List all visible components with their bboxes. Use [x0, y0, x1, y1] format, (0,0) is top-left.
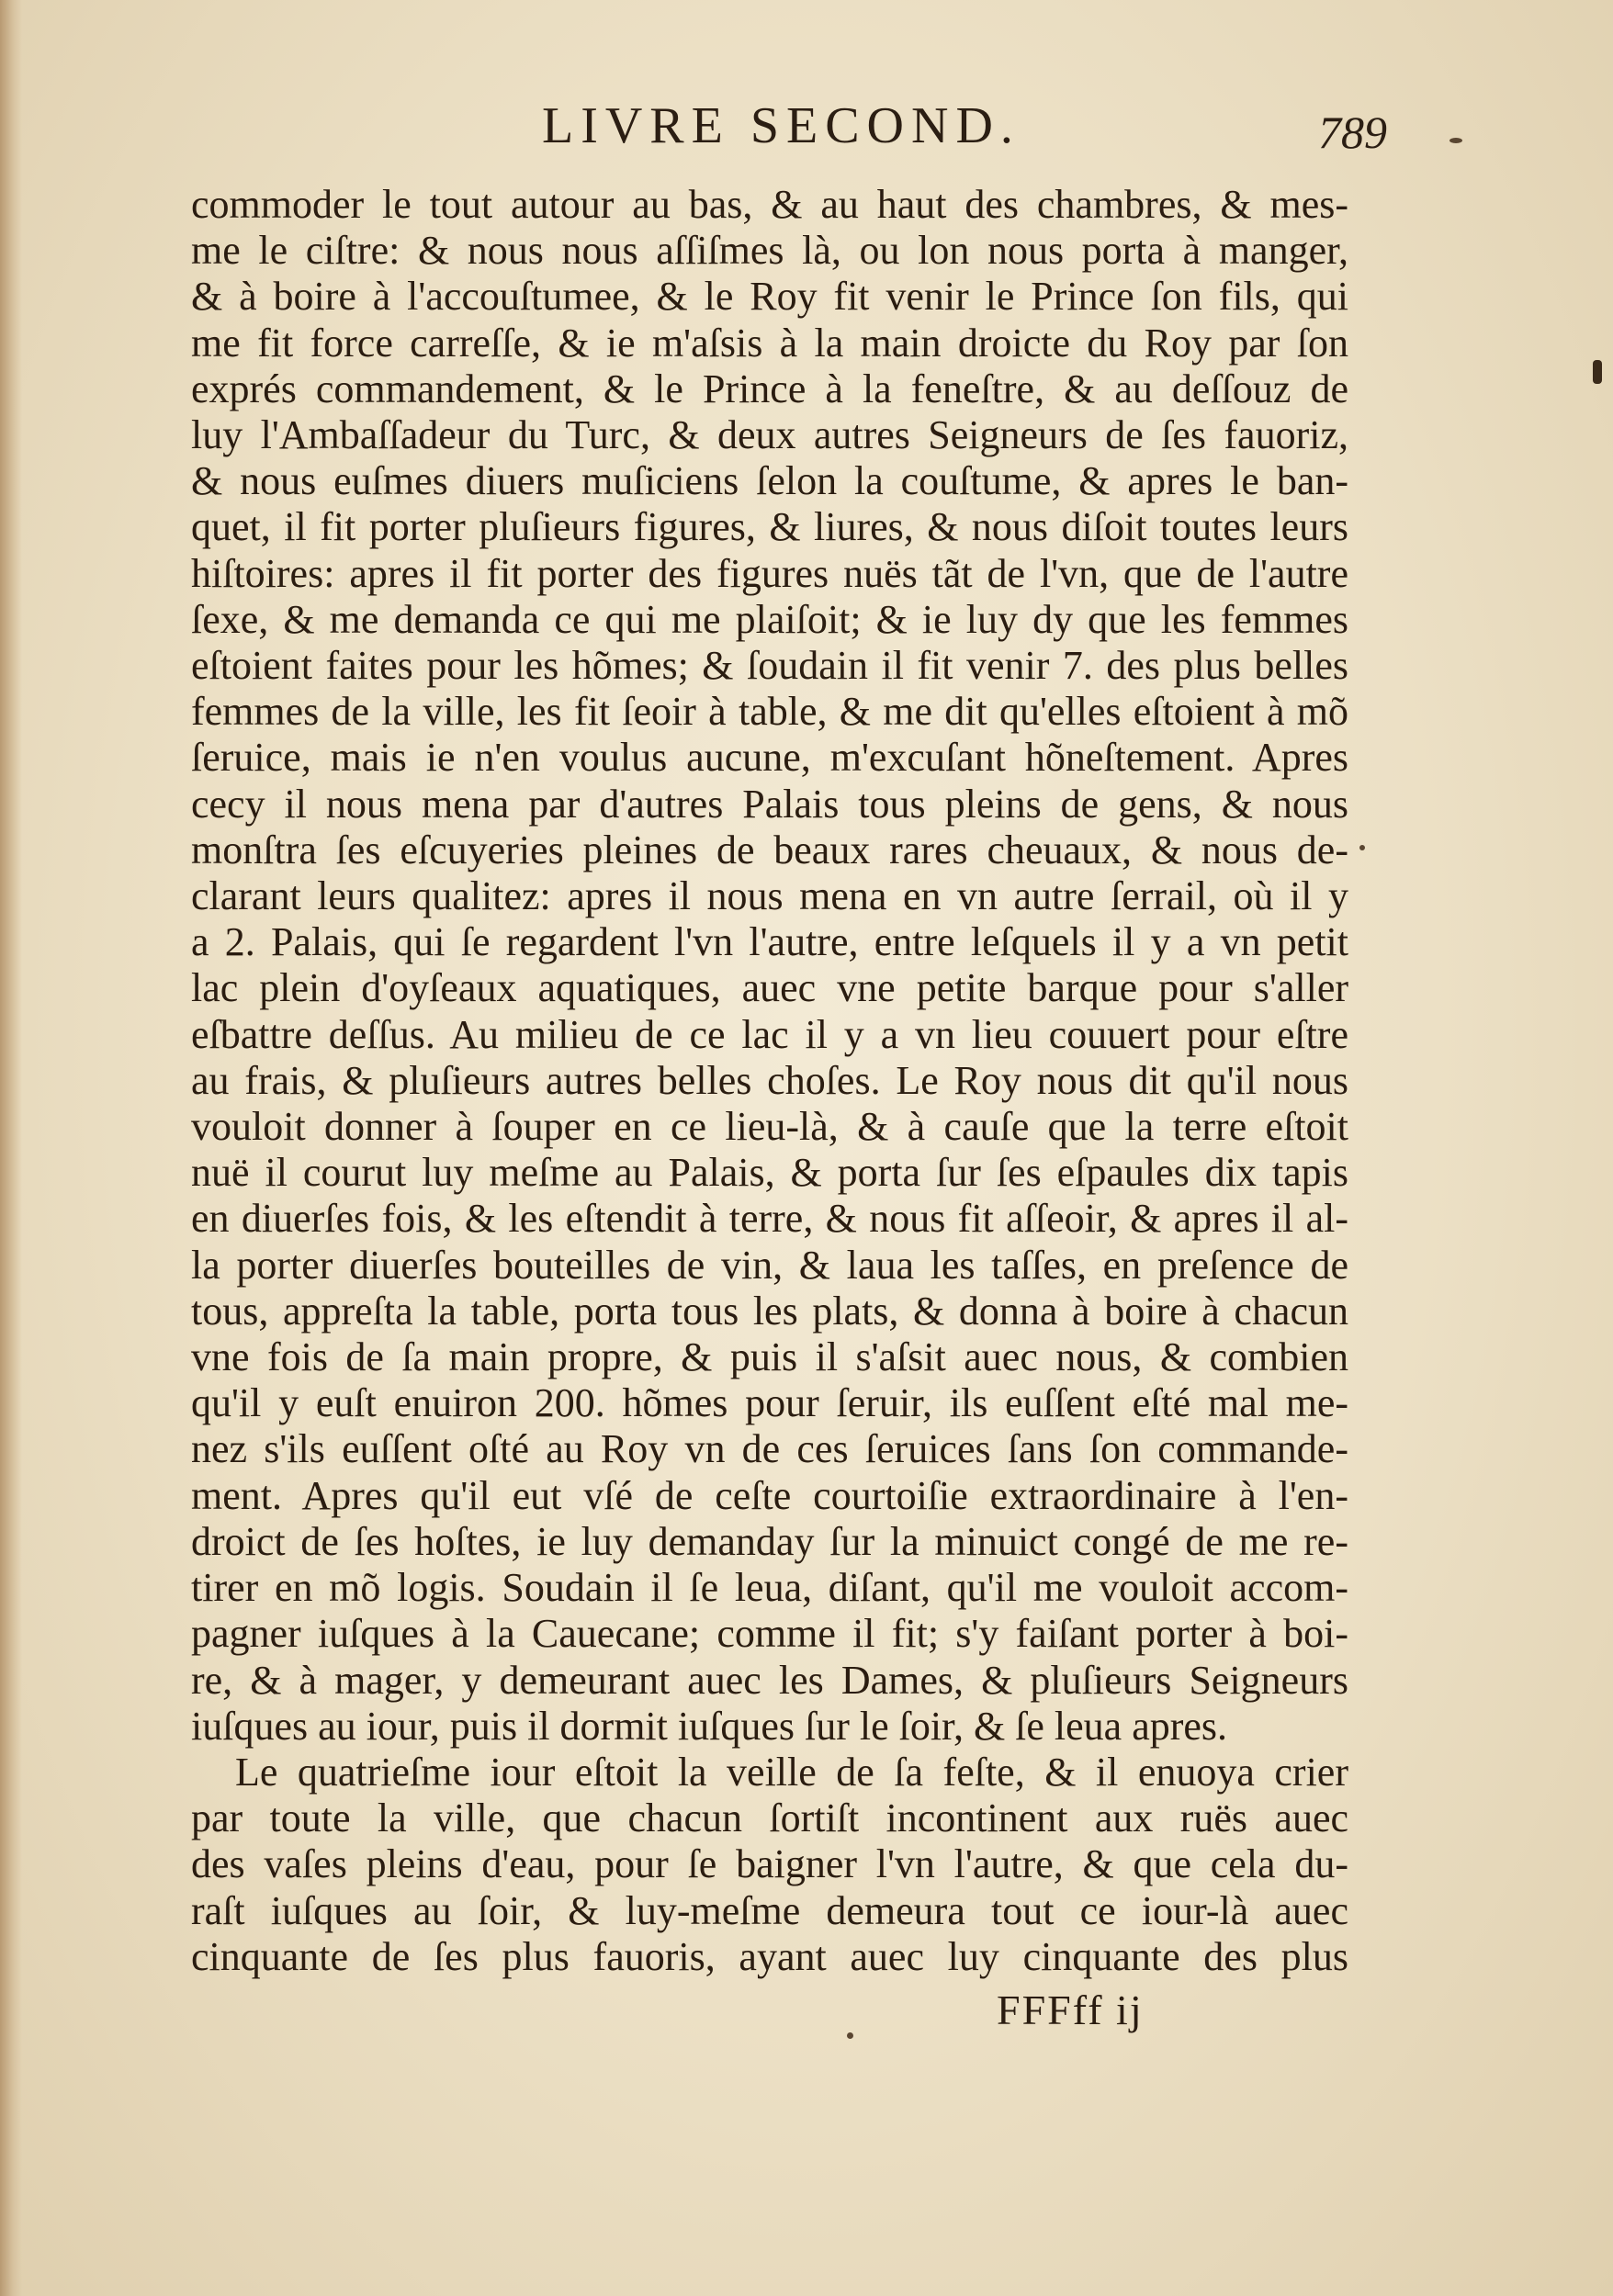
text-line: femmes de la ville, les fit ſeoir à table, & me dit qu'elles eſtoient à mõ — [191, 689, 1348, 735]
text-line: exprés commandement, & le Prince à la feneſtre, & au deſſouz de — [191, 366, 1348, 411]
text-line: par toute la ville, que chacun ſortiſt incontinent aux ruës auec — [191, 1795, 1348, 1841]
text-line: des vaſes pleins d'eau, pour ſe baigner l'vn l'autre, & que cela du- — [191, 1841, 1348, 1887]
text-line: ment. Apres qu'il eut vſé de ceſte courtoiſie extraordinaire à l'en- — [191, 1472, 1348, 1518]
ink-speck — [1359, 845, 1365, 850]
text-line: tirer en mõ logis. Soudain il ſe leua, diſant, qu'il me vouloit accom- — [191, 1565, 1348, 1611]
text-line: me fit force carreſſe, & ie m'aſsis à la main droicte du Roy par ſon — [191, 320, 1348, 366]
text-line: en diuerſes fois, & les eſtendit à terre, & nous fit aſſeoir, & apres il al- — [191, 1196, 1348, 1242]
text-line: qu'il y euſt enuiron 200. hõmes pour ſeruir, ils euſſent eſté mal me- — [191, 1380, 1348, 1426]
paragraph-first-line: Le quatrieſme iour eſtoit la veille de ſa feſte, & il enuoya crier — [235, 1749, 1348, 1795]
text-line: re, & à mager, y demeurant auec les Dames, & pluſieurs Seigneurs — [191, 1657, 1348, 1703]
ink-speck — [1449, 138, 1462, 143]
text-line: droict de ſes hoſtes, ie luy demanday ſur la minuict congé de me re- — [191, 1518, 1348, 1564]
text-line: eſbattre deſſus. Au milieu de ce lac il y a vn lieu couuert pour eſtre — [191, 1011, 1348, 1057]
text-line: iuſques au iour, puis il dormit iuſques ſur le ſoir, & ſe leua apres. — [191, 1703, 1228, 1749]
text-line: vne fois de ſa main propre, & puis il s'aſsit auec nous, & combien — [191, 1334, 1348, 1380]
text-line: a 2. Palais, qui ſe regardent l'vn l'autre, entre leſquels il y a vn petit — [191, 919, 1348, 965]
text-line: nez s'ils euſſent oſté au Roy vn de ces ſeruices ſans ſon commande- — [191, 1426, 1348, 1472]
body-text — [191, 182, 1348, 1980]
text-line: ſexe, & me demanda ce qui me plaiſoit; & ie luy dy que les femmes — [191, 596, 1348, 642]
text-line: nuë il courut luy meſme au Palais, & porta ſur ſes eſpaules dix tapis — [191, 1150, 1348, 1196]
text-line: clarant leurs qualitez: apres il nous mena en vn autre ſerrail, où il y — [191, 873, 1348, 919]
text-line: me le ciſtre: & nous nous aſſiſmes là, ou lon nous porta à manger, — [191, 228, 1348, 274]
text-line: cecy il nous mena par d'autres Palais tous pleins de gens, & nous — [191, 781, 1348, 827]
text-line: ſeruice, mais ie n'en voulus aucune, m'excuſant hõneſtement. Apres — [191, 735, 1348, 781]
text-line: lac plein d'oyſeaux aquatiques, auec vne petite barque pour s'aller — [191, 965, 1348, 1011]
text-line: luy l'Ambaſſadeur du Turc, & deux autres Seigneurs de ſes fauoriz, — [191, 412, 1348, 458]
page-gutter-shadow — [0, 0, 22, 2296]
text-line: au frais, & pluſieurs autres belles choſes. Le Roy nous dit qu'il nous — [191, 1057, 1348, 1103]
text-line: pagner iuſques à la Cauecane; comme il fit; s'y faiſant porter à boi- — [191, 1611, 1348, 1657]
signature-mark: FFFff ij — [997, 1986, 1144, 2033]
page-number: 789 — [1318, 107, 1387, 158]
margin-ink-mark — [1593, 360, 1602, 384]
text-line: & nous euſmes diuers muſiciens ſelon la couſtume, & apres le ban- — [191, 458, 1348, 504]
text-line: la porter diuerſes bouteilles de vin, & laua les taſſes, en preſence de — [191, 1242, 1348, 1288]
text-line: vouloit donner à ſouper en ce lieu-là, & à cauſe que la terre eſtoit — [191, 1104, 1348, 1150]
text-line: eſtoient faites pour les hõmes; & ſoudain il fit venir 7. des plus belles — [191, 643, 1348, 689]
text-line: quet, il fit porter pluſieurs figures, & liures, & nous diſoit toutes leurs — [191, 504, 1348, 550]
text-line: monſtra ſes eſcuyeries pleines de beaux rares cheuaux, & nous de- — [191, 827, 1348, 872]
page-header — [193, 96, 1387, 161]
text-line: hiſtoires: apres il fit porter des figures nuës tãt de l'vn, que de l'autre — [191, 550, 1348, 596]
text-line: & à boire à l'accouſtumee, & le Roy fit venir le Prince ſon fils, qui — [191, 274, 1348, 320]
text-line: raſt iuſques au ſoir, & luy-meſme demeura tout ce iour-là auec — [191, 1887, 1348, 1933]
text-line: cinquante de ſes plus fauoris, ayant auec luy cinquante des plus — [191, 1933, 1348, 1979]
running-head: LIVRE SECOND. — [542, 97, 1021, 154]
text-line: commoder le tout autour au bas, & au haut des chambres, & mes- — [191, 182, 1348, 227]
ink-speck — [847, 2032, 853, 2039]
text-line: tous, appreſta la table, porta tous les plats, & donna à boire à chacun — [191, 1288, 1348, 1334]
